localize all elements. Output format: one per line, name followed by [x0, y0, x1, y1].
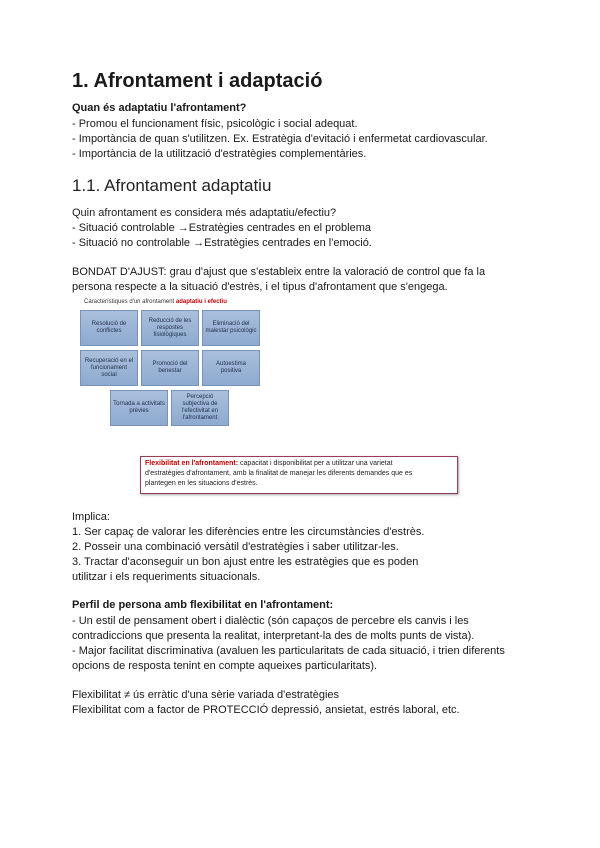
implica-line: 3. Tractar d'aconseguir un bon ajust entre les estratègies que es poden [72, 556, 419, 568]
section2-line: - Situació controlable →Estratègies centrades en el problema [72, 222, 371, 234]
perfil-line: - Un estil de pensament obert i dialèctic (són capaços de percebre els canvis i les [72, 615, 469, 627]
sub-heading: 1.1. Afrontament adaptatiu [72, 176, 272, 195]
section2-line: - Situació no controlable →Estratègies centrades en l'emoció. [72, 237, 372, 249]
main-heading: 1. Afrontament i adaptació [72, 70, 323, 92]
implica-line: 2. Posseir una combinació versàtil d'estratègies i saber utilitzar-les. [72, 541, 399, 553]
diagram-box: Eliminació del malestar psicològic [202, 310, 260, 346]
perfil-line: opcions de resposta tenint en compte aqueixes particularitats). [72, 660, 378, 672]
bondat-line: BONDAT D'AJUST: grau d'ajust que s'estableix entre la valoració de control que fa la [72, 266, 486, 278]
perfil-title: Perfil de persona amb flexibilitat en l'afrontament: [72, 599, 334, 611]
implica-title: Implica: [72, 511, 110, 523]
perfil-line: - Major facilitat discriminativa (avaluen les particularitats de cada situació, i trien diferents [72, 645, 505, 657]
section1-question: Quan és adaptatiu l'afrontament? [72, 102, 247, 114]
flex-box-term: Flexibilitat en l'afrontament: [145, 460, 239, 467]
flex-box-line [145, 459, 453, 469]
implica-line: utilitzar i els requeriments situacionals. [72, 571, 261, 583]
bondat-line: persona respecte a la situació d'estrès, i el tipus d'afrontament que s'engega. [72, 281, 448, 293]
diagram-box: Autoestima positiva [202, 350, 260, 386]
closing-line: Flexibilitat com a factor de PROTECCIÓ depressió, ansietat, estrés laboral, etc. [72, 704, 460, 716]
diagram-title-accent: adaptatiu i efectiu [175, 299, 227, 305]
diagram-title [84, 299, 227, 305]
flex-box-line: plantegen en les situacions d'estrès. [145, 480, 258, 487]
section2-question: Quin afrontament es considera més adaptatiu/efectiu? [72, 207, 337, 219]
flex-box-text: capacitat i disponibilitat per a utilitzar una varietat [240, 460, 393, 467]
diagram-box: Percepció subjectiva de l'efectivitat en l'afrontament [171, 390, 229, 426]
characteristics-diagram [72, 296, 542, 446]
flexibility-definition-box [140, 456, 458, 494]
flex-box-line: d'estratègies d'afrontament, amb la finalitat de manejar les diferents demandes que es [145, 470, 413, 477]
section1-line: - Importància de quan s'utilitzen. Ex. Estratègia d'evitació i enfermetat cardiovascular. [72, 133, 488, 145]
section1-line: - Importància de la utilització d'estratègies complementàries. [72, 148, 367, 160]
diagram-title-prefix: Característiques d'un afrontament [84, 299, 175, 305]
diagram-box: Recuperació en el funcionament social [80, 350, 138, 386]
diagram-box: Promoció del benestar [141, 350, 199, 386]
section1-line: - Promou el funcionament físic, psicològic i social adequat. [72, 118, 358, 130]
diagram-box: Resolució de conflictes [80, 310, 138, 346]
closing-line: Flexibilitat ≠ ús erràtic d'una sèrie variada d'estratègies [72, 689, 340, 701]
diagram-box: Reducció de les respostes fisiològiques [141, 310, 199, 346]
perfil-line: contradiccions que presenta la realitat, interpretant-la des de molts punts de vista). [72, 630, 475, 642]
implica-line: 1. Ser capaç de valorar les diferències entre les circumstàncies d'estrès. [72, 526, 425, 538]
diagram-box: Tornada a activitats prèvies [110, 390, 168, 426]
